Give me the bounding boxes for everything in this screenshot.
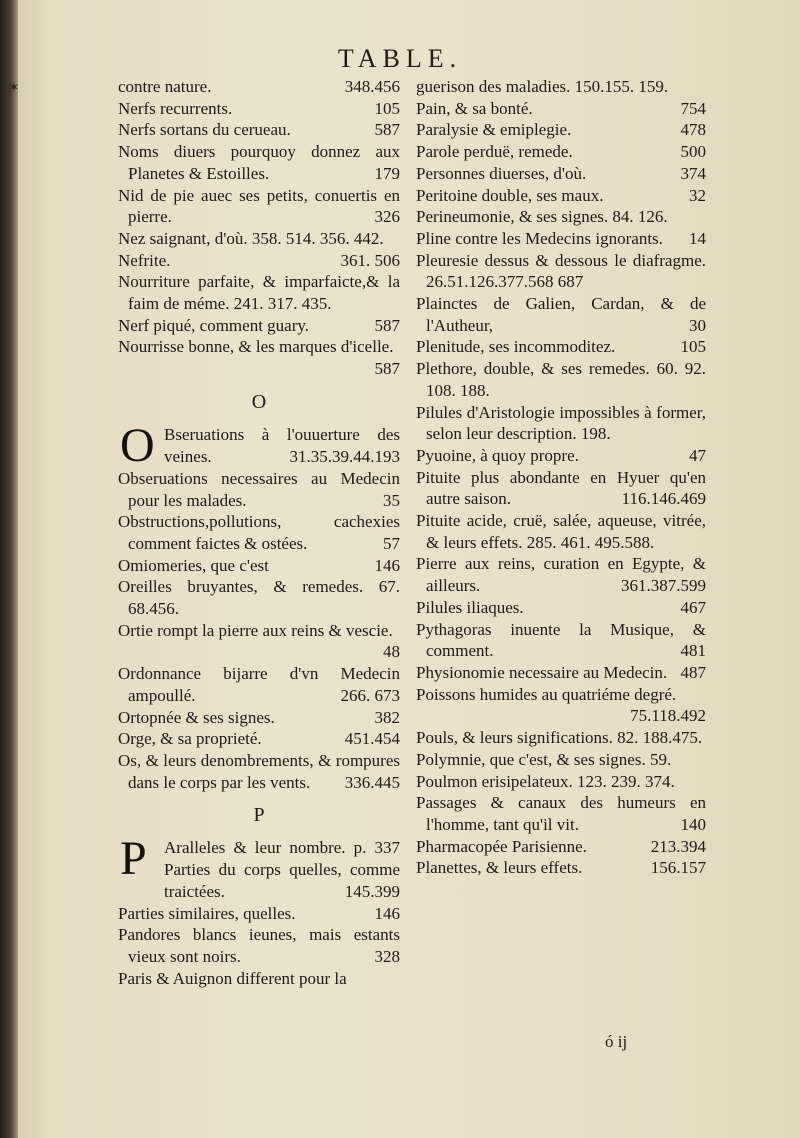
entry-pages: 35: [383, 490, 400, 510]
entry-pages: 57: [383, 533, 400, 553]
entry-pages: 336.445: [344, 772, 400, 792]
section-letter-p: P: [253, 804, 265, 827]
index-entry: [118, 620, 400, 663]
entry-text: Pleuresie dessus & dessous le diafragme. 26.51.126.377.568 687: [416, 250, 706, 292]
entry-text: Pharmacopée Parisienne.: [416, 836, 587, 856]
signature-mark: ó ij: [605, 1032, 628, 1051]
entry-text: Nerfs sortans du cerueau.: [118, 120, 291, 140]
entry-text: Personnes diuerses, d'où.: [416, 163, 587, 183]
index-entry: [416, 206, 706, 228]
section-letter-o: O: [251, 390, 267, 413]
index-entry: [416, 402, 706, 445]
entry-text: Peritoine double, ses maux.: [416, 185, 604, 205]
entry-text: Aralleles & leur nombre. p. 337 Parties du corps quelles, comme traictées.: [164, 838, 400, 901]
entry-text: Poissons humides au quatriéme degré.: [416, 684, 677, 704]
entry-pages: 30: [689, 315, 706, 335]
entry-text: Paralysie & emiplegie.: [416, 120, 572, 140]
entry-text: Orge, & sa proprieté.: [118, 729, 262, 749]
entry-pages: 31.35.39.44.193: [289, 446, 400, 466]
index-entry: [118, 728, 400, 750]
index-entry: [118, 903, 400, 925]
index-entry: [416, 228, 706, 250]
entry-text: Nid de pie auec ses petits, conuertis en pierre.: [118, 185, 400, 227]
index-entry: [416, 727, 706, 749]
index-entry: [118, 141, 400, 184]
index-entry: [416, 619, 706, 662]
entry-text: Os, & leurs denombrements, & rompures dans le corps par les vents.: [118, 750, 400, 792]
entry-pages: 587: [374, 315, 400, 335]
entry-text: Parole perduë, remede.: [416, 142, 573, 162]
entry-pages: 48: [383, 642, 400, 662]
index-entry: [118, 707, 400, 729]
entry-text: Pierre aux reins, curation en Egypte, & ailleurs.: [416, 554, 706, 596]
entry-pages: 487: [680, 662, 706, 682]
entry-text: Nourrisse bonne, & les marques d'icelle.: [118, 337, 394, 357]
entry-pages: 587: [374, 359, 400, 379]
entry-pages: 116.146.469: [621, 489, 706, 509]
index-entry: [416, 597, 706, 619]
entry-pages: 213.394: [650, 836, 706, 856]
entry-pages: 105: [374, 98, 400, 118]
entry-pages: 179: [374, 163, 400, 183]
entry-pages: 587: [374, 120, 400, 140]
entry-text: Obstructions,pollutions, cachexies comment faictes & ostées.: [118, 512, 400, 553]
index-entry: [118, 511, 400, 554]
entry-text: Pandores blancs ieunes, mais estants vieux sont noirs.: [118, 925, 400, 966]
index-entry: [416, 510, 706, 553]
entry-text: Bseruations à l'ouuerture des veines.: [164, 424, 400, 466]
entry-text: Physionomie necessaire au Medecin.: [416, 662, 668, 682]
entry-text: Pituite plus abondante en Hyuer qu'en autre saison.: [416, 467, 706, 509]
entry-pages: 146: [374, 555, 400, 575]
index-entry: [416, 336, 706, 358]
entry-pages: 481: [680, 641, 706, 661]
entry-text: Ortopnée & ses signes.: [118, 707, 275, 727]
entry-pages: 47: [689, 445, 706, 465]
entry-pages: 32: [689, 185, 706, 205]
entry-text: Pilules iliaques.: [416, 597, 524, 617]
page-title: TABLE.: [337, 44, 463, 73]
index-entry: [416, 857, 706, 879]
entry-text: Passages & canaux des humeurs en l'homme, tant qu'il vit.: [416, 793, 706, 834]
index-entry: [118, 228, 400, 250]
entry-text: Nefrite.: [118, 250, 171, 270]
index-group-p-continued: [416, 76, 706, 879]
index-group-o: [118, 468, 400, 794]
index-entry: [416, 445, 706, 467]
index-entry: [416, 293, 706, 336]
entry-text: Paris & Auignon different pour la: [118, 968, 347, 988]
book-gutter: [0, 0, 18, 1138]
entry-pages: 478: [680, 120, 706, 140]
index-entry: [118, 750, 400, 793]
entry-pages: 328: [374, 946, 400, 966]
entry-text: contre nature.: [118, 77, 212, 96]
entry-pages: 467: [680, 597, 706, 617]
entry-text: Pituite acide, cruë, salée, aqueuse, vitrée, & leurs effets. 285. 461. 495.588.: [416, 511, 706, 552]
entry-text: Poulmon erisipelateux. 123. 239. 374.: [416, 771, 675, 791]
entry-text: Pyuoine, à quoy propre.: [416, 445, 579, 465]
entry-pages: 451.454: [344, 729, 400, 749]
entry-pages: 75.118.492: [630, 706, 706, 726]
entry-pages: 146: [374, 903, 400, 923]
index-entry: [416, 76, 706, 98]
entry-pages: 348.456: [344, 77, 400, 96]
index-entry: [118, 555, 400, 577]
index-entry: [416, 250, 706, 293]
index-entry: [118, 98, 400, 120]
drop-cap-p: P: [120, 832, 147, 886]
entry-text: Noms diuers pourquoy donnez aux Planetes & Estoilles.: [118, 142, 400, 183]
index-entry-lead-p: [118, 832, 400, 902]
index-group-n: [118, 76, 400, 380]
index-entry: [118, 119, 400, 141]
entry-pages: 754: [680, 98, 706, 118]
index-entry: [416, 358, 706, 401]
entry-text: Nourriture parfaite, & imparfaicte,& la faim de méme. 241. 317. 435.: [118, 272, 400, 314]
entry-text: Plethore, double, & ses remedes. 60. 92. 108. 188.: [416, 359, 706, 400]
entry-pages: 105: [680, 337, 706, 357]
index-entry: [416, 141, 706, 163]
entry-text: Obseruations necessaires au Medecin pour les malades.: [118, 468, 400, 510]
index-entry: [118, 336, 400, 379]
index-entry: [416, 792, 706, 835]
entry-pages: 266. 673: [340, 685, 400, 705]
entry-pages: 500: [680, 142, 706, 162]
entry-text: Parties similaires, quelles.: [118, 903, 296, 923]
entry-pages: 382: [374, 707, 400, 727]
entry-pages: 145.399: [344, 881, 400, 901]
entry-pages: 156.157: [650, 858, 706, 878]
entry-text: Plainctes de Galien, Cardan, & de l'Autheur,: [416, 294, 706, 335]
index-group-p: [118, 903, 400, 990]
entry-text: Plenitude, ses incommoditez.: [416, 337, 616, 357]
index-entry: [416, 684, 706, 727]
index-entry: [416, 467, 706, 510]
index-entry: [118, 968, 400, 990]
entry-text: guerison des maladies. 150.155. 159.: [416, 77, 669, 96]
index-column-left: [118, 76, 400, 989]
index-entry: [416, 771, 706, 793]
index-entry: [118, 576, 400, 619]
index-entry: [118, 663, 400, 706]
entry-pages: 14: [689, 228, 706, 248]
entry-text: Perineumonie, & ses signes. 84. 126.: [416, 207, 668, 227]
index-column-right: [416, 76, 706, 879]
index-entry: [118, 315, 400, 337]
margin-mark: ✶: [8, 80, 20, 96]
index-entry: [416, 119, 706, 141]
entry-text: Pline contre les Medecins ignorants.: [416, 228, 663, 248]
index-entry: [416, 98, 706, 120]
index-entry: [118, 271, 400, 314]
entry-text: Pain, & sa bonté.: [416, 98, 533, 118]
entry-pages: 361.387.599: [621, 576, 706, 596]
entry-text: Pouls, & leurs significations. 82. 188.475.: [416, 728, 703, 748]
index-entry: [416, 749, 706, 771]
entry-pages: 326: [374, 207, 400, 227]
entry-text: Ordonnance bijarre d'vn Medecin ampoullé.: [118, 664, 400, 705]
entry-pages: 374: [680, 163, 706, 183]
entry-pages: 361. 506: [340, 250, 400, 270]
entry-text: Planettes, & leurs effets.: [416, 858, 583, 878]
index-entry: [118, 468, 400, 511]
index-entry: [416, 662, 706, 684]
index-entry: [416, 163, 706, 185]
entry-pages: 140: [680, 814, 706, 834]
entry-text: Nerfs recurrents.: [118, 98, 233, 118]
entry-text: Oreilles bruyantes, & remedes. 67. 68.456.: [118, 577, 400, 619]
entry-text: Pythagoras inuente la Musique, & comment.: [416, 619, 706, 661]
index-entry: [118, 185, 400, 228]
entry-text: Omiomeries, que c'est: [118, 555, 269, 575]
drop-cap-o: O: [120, 418, 155, 472]
entry-text: Pilules d'Aristologie impossibles à former, selon leur description. 198.: [416, 402, 706, 444]
index-entry-lead-o: [118, 418, 400, 472]
entry-text: Ortie rompt la pierre aux reins & vescie.: [118, 620, 393, 640]
entry-text: Nerf piqué, comment guary.: [118, 315, 310, 335]
index-entry: [118, 76, 400, 98]
index-entry: [118, 924, 400, 967]
index-entry: [416, 836, 706, 858]
index-entry: [118, 250, 400, 272]
entry-text: Nez saignant, d'où. 358. 514. 356. 442.: [118, 228, 384, 248]
index-entry: [416, 553, 706, 596]
entry-text: Polymnie, que c'est, & ses signes. 59.: [416, 749, 672, 769]
index-entry: [416, 185, 706, 207]
